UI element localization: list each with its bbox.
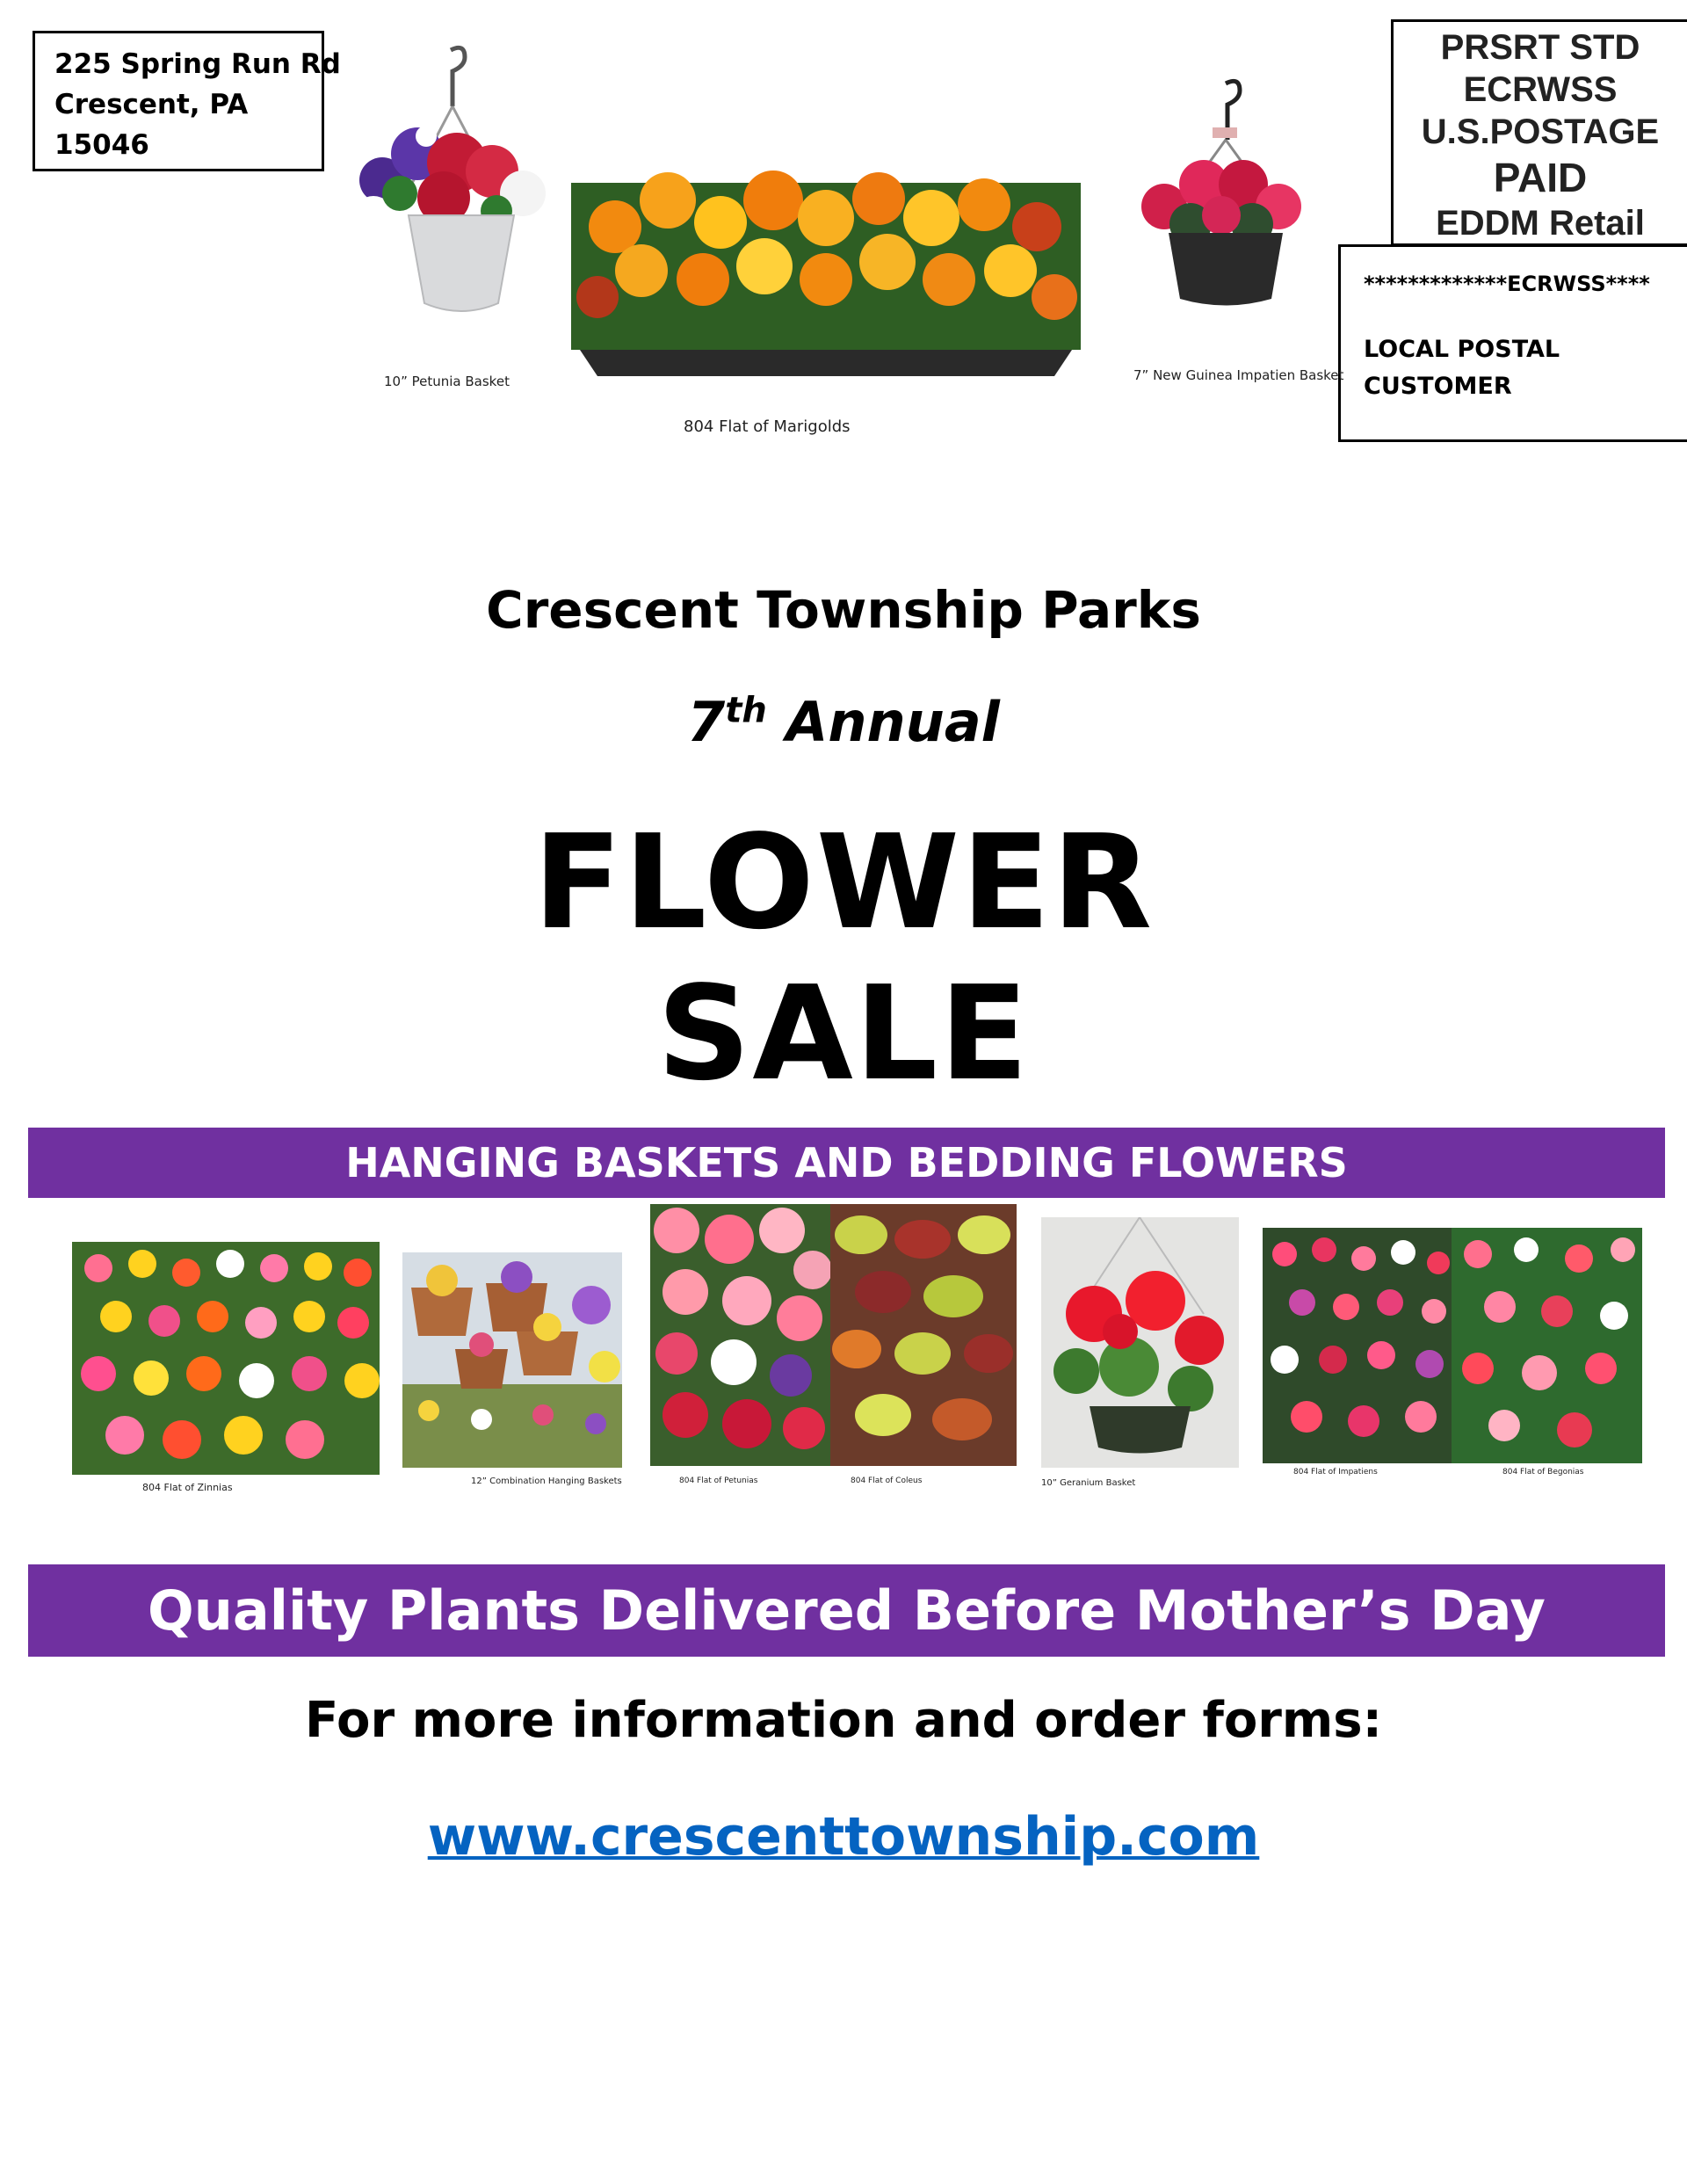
postal-customer-box — [1338, 244, 1687, 442]
marigold-flat-caption: 804 Flat of Marigolds — [684, 417, 851, 436]
annual-number: 7 — [687, 690, 726, 754]
return-address-street: 225 Spring Run Rd — [54, 48, 341, 80]
petunias-caption: 804 Flat of Petunias — [679, 1477, 758, 1485]
postage-line-5: EDDM Retail — [1436, 204, 1645, 243]
banner-quality-plants: Quality Plants Delivered Before Mother’s Day — [28, 1564, 1665, 1657]
combination-baskets-photo — [402, 1252, 622, 1468]
marigold-flat-photo — [562, 130, 1090, 389]
return-address-city: Crescent, PA — [54, 89, 249, 120]
impatien-basket-caption: 7” New Guinea Impatien Basket — [1133, 367, 1344, 383]
geranium-basket-photo — [1041, 1217, 1239, 1468]
zinnias-caption: 804 Flat of Zinnias — [142, 1482, 233, 1493]
coleus-photo — [830, 1204, 1017, 1466]
petunia-basket-photo — [347, 40, 558, 365]
postage-paid: PAID — [1493, 155, 1588, 200]
begonias-photo — [1452, 1228, 1642, 1463]
postal-line-2: CUSTOMER — [1364, 373, 1512, 400]
postage-line-3: U.S.POSTAGE — [1421, 112, 1660, 151]
impatiens-caption: 804 Flat of Impatiens — [1293, 1468, 1378, 1477]
postal-route-line: *************ECRWSS**** — [1364, 272, 1650, 296]
geranium-basket-caption: 10” Geranium Basket — [1041, 1478, 1136, 1488]
annual-word: Annual — [786, 690, 1000, 754]
postal-line-1: LOCAL POSTAL — [1364, 336, 1560, 363]
zinnias-photo — [72, 1242, 380, 1475]
annual-suffix: th — [725, 690, 767, 731]
begonias-caption: 804 Flat of Begonias — [1502, 1468, 1584, 1477]
organization-name: Crescent Township Parks — [486, 580, 1201, 640]
more-info-text: For more information and order forms: — [305, 1692, 1382, 1749]
website-link[interactable]: www.crescenttownship.com — [427, 1806, 1260, 1868]
banner-hanging-baskets: HANGING BASKETS AND BEDDING FLOWERS — [28, 1128, 1665, 1198]
postage-indicia — [1391, 19, 1687, 246]
annual-heading — [0, 690, 1687, 754]
return-address-zip: 15046 — [54, 129, 149, 161]
coleus-caption: 804 Flat of Coleus — [851, 1477, 923, 1485]
combination-baskets-caption: 12” Combination Hanging Baskets — [471, 1477, 622, 1486]
return-address — [33, 31, 341, 171]
title-flower: FLOWER — [532, 807, 1155, 958]
title-sale: SALE — [656, 958, 1031, 1109]
impatiens-photo — [1263, 1228, 1452, 1463]
postage-line-2: ECRWSS — [1463, 70, 1618, 109]
postage-line-1: PRSRT STD — [1440, 28, 1640, 67]
petunia-basket-caption: 10” Petunia Basket — [384, 374, 510, 389]
petunias-photo — [650, 1204, 830, 1466]
impatien-basket-photo — [1129, 75, 1314, 312]
